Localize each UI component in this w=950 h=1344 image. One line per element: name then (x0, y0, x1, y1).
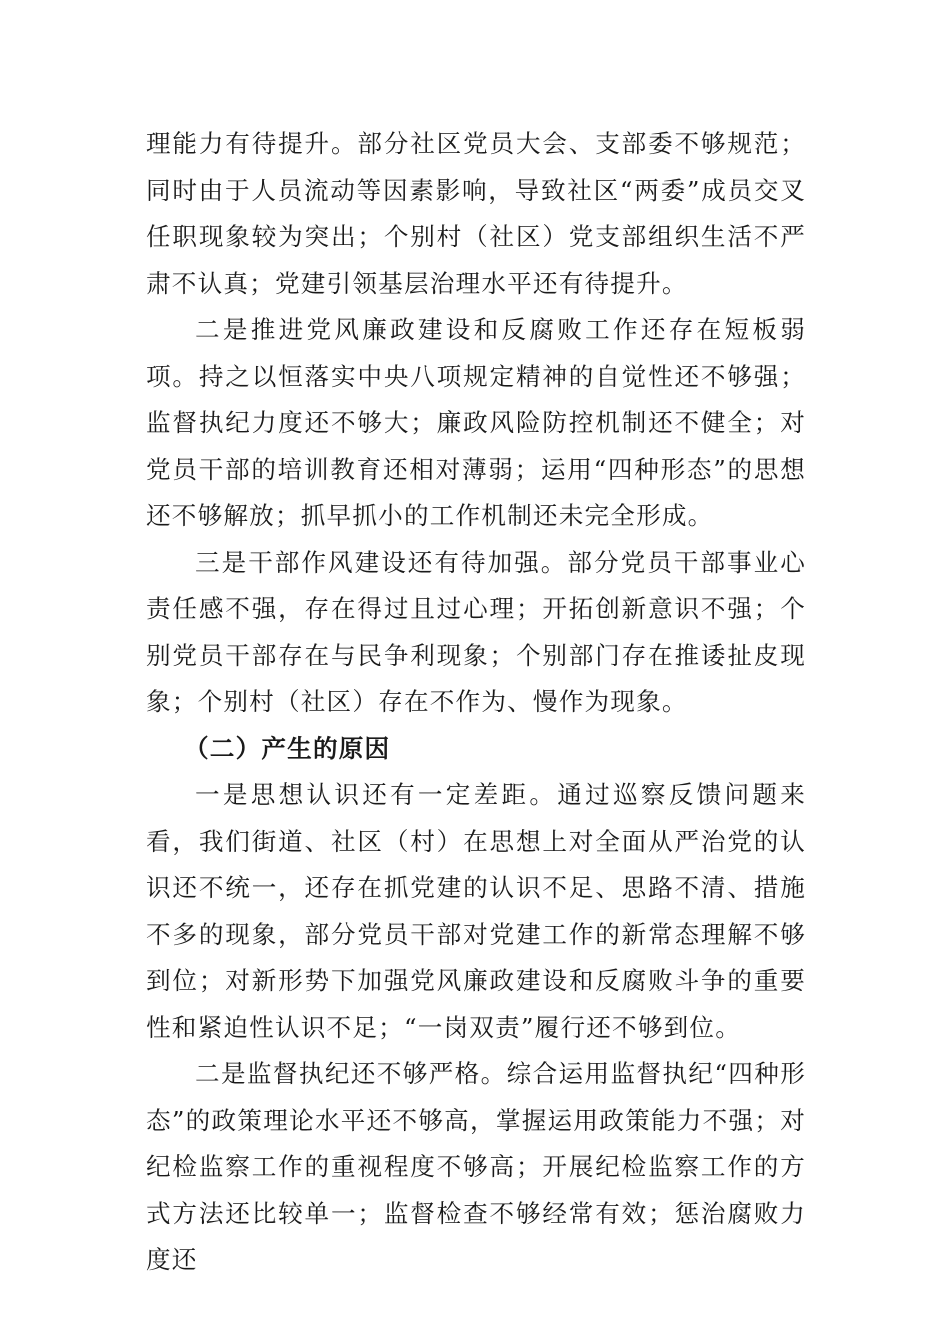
paragraph-continued: 理能力有待提升。部分社区党员大会、支部委不够规范；同时由于人员流动等因素影响，导致社区“两委”成员交叉任职现象较为突出；个别村（社区）党支部组织生活不严肃不认真；党建引领基层治理水平还有待提升。 (146, 129, 806, 298)
paragraph-problem-3: 三是干部作风建设还有待加强。部分党员干部事业心责任感不强，存在得过且过心理；开拓创新意识不强；个别党员干部存在与民争利现象；个别部门存在推诿扯皮现象；个别村（社区）存在不作为、慢作为现象。 (146, 547, 806, 716)
paragraph-problem-2: 二是推进党风廉政建设和反腐败工作还存在短板弱项。持之以恒落实中央八项规定精神的自觉性还不够强；监督执纪力度还不够大；廉政风险防控机制还不健全；对党员干部的培训教育还相对薄弱；运用“四种形态”的思想还不够解放；抓早抓小的工作机制还未完全形成。 (146, 315, 806, 530)
document-body (146, 121, 806, 1284)
section-heading: （二）产生的原因 (184, 733, 391, 763)
paragraph-cause-1: 一是思想认识还有一定差距。通过巡察反馈问题来看，我们街道、社区（村）在思想上对全面从严治党的认识还不统一，还存在抓党建的认识不足、思路不清、措施不多的现象，部分党员干部对党建工作的新常态理解不够到位；对新形势下加强党风廉政建设和反腐败斗争的重要性和紧迫性认识不足；“一岗双责”履行还不够到位。 (146, 780, 806, 1042)
paragraph-cause-2: 二是监督执纪还不够严格。综合运用监督执纪“四种形态”的政策理论水平还不够高，掌握运用政策能力不强；对纪检监察工作的重视程度不够高；开展纪检监察工作的方式方法还比较单一；监督检查不够经常有效；惩治腐败力度还 (146, 1059, 806, 1274)
